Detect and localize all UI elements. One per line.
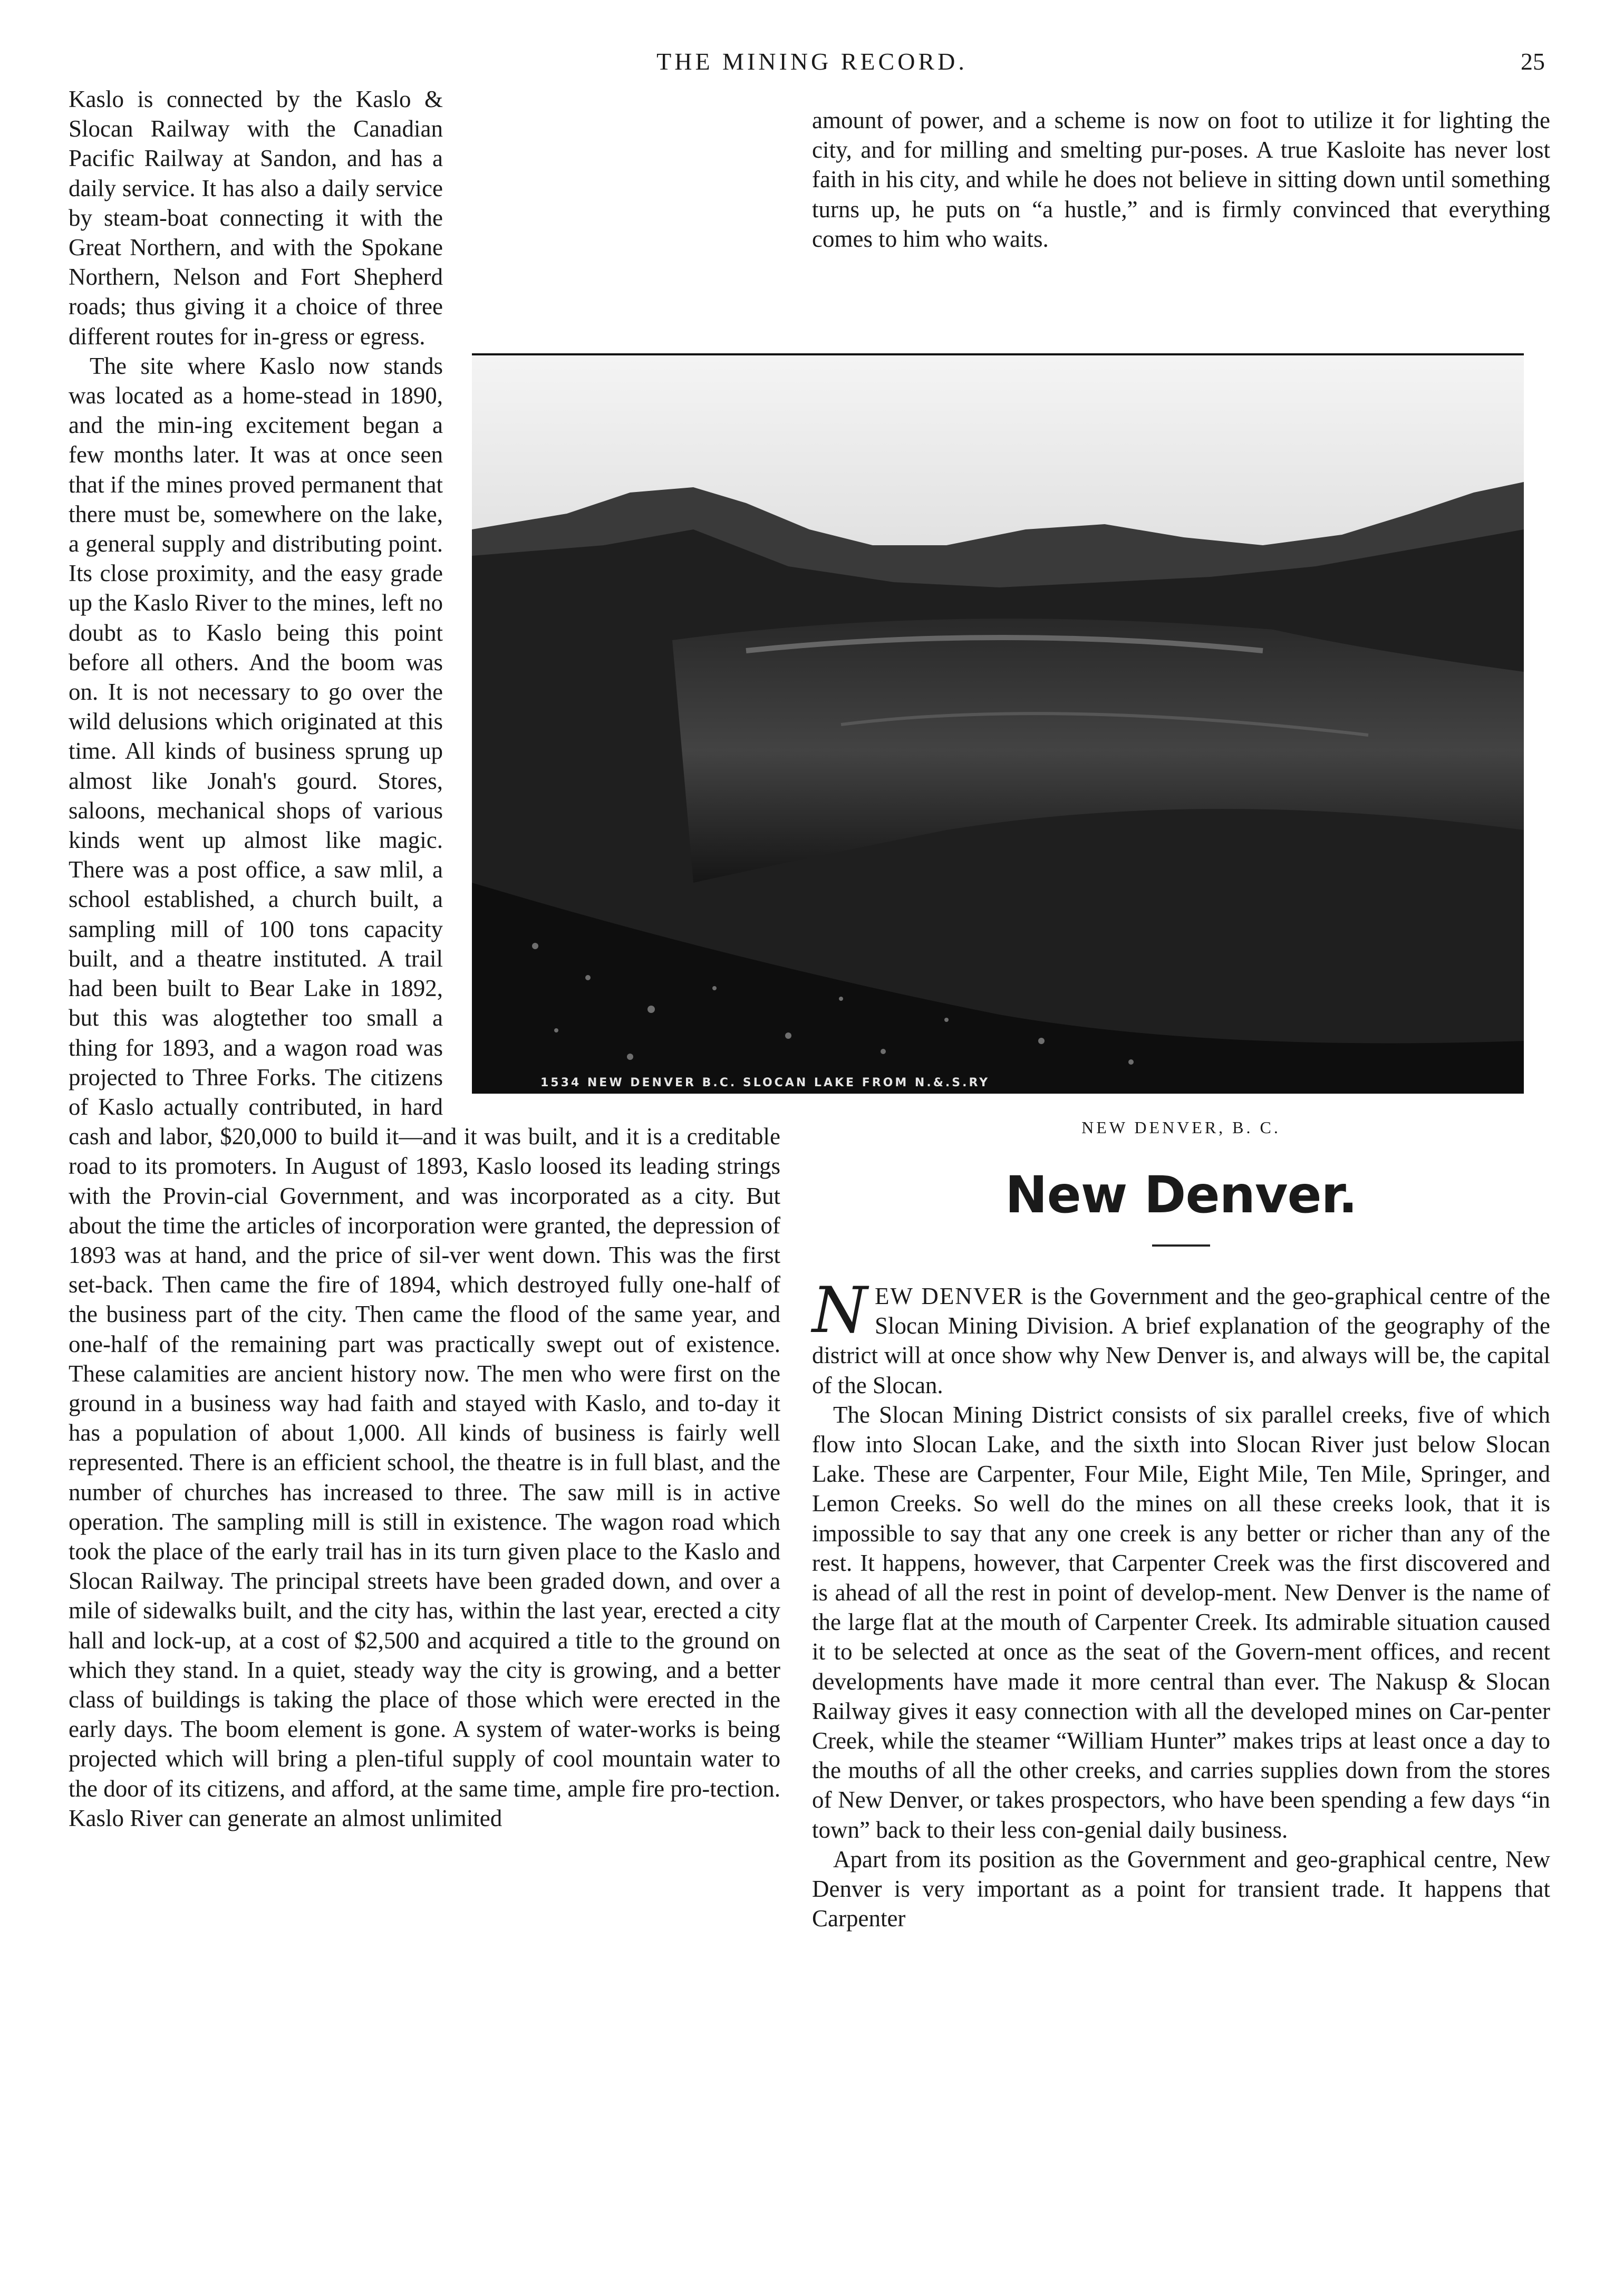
new-denver-article: [812, 1274, 1550, 1933]
photo-plate-label: 1534 NEW DENVER B.C. SLOCAN LAKE FROM N.&.S.RY: [540, 1076, 990, 1089]
lead-text: is the Government and the geo-graphical centre of the Slocan Mining Division. A brief explanation of the geography of the district will at once show why New Denver is, and always will be, the capital of the Slocan.: [812, 1283, 1550, 1398]
running-title: THE MINING RECORD.: [656, 48, 968, 75]
right-column-top: [812, 105, 1550, 254]
paragraph-kaslo-continued: amount of power, and a scheme is now on foot to utilize it for lighting the city, and for milling and smelting pur-poses. A true Kasloite has never lost faith in his city, and while he does not believe in sitting down until something turns up, he puts on “a hustle,” and is firmly convinced that everything comes to him who waits.: [812, 107, 1550, 252]
title-rule: [1152, 1244, 1210, 1247]
new-denver-photo: [472, 353, 1524, 1094]
section-title: New Denver.: [1005, 1165, 1357, 1224]
paragraph-kaslo-connections: Kaslo is connected by the Kaslo & Slocan Railway with the Canadian Pacific Railway at Sandon, and has a daily service. It has also a daily service by steam-boat connecting it with the Great Northern, and with the Spokane Northern, Nelson and Fort Shepherd roads; thus giving it a choice of three different routes for in-gress or egress.: [69, 86, 443, 350]
lake-landscape-image: [472, 355, 1524, 1094]
dropcap-letter: N: [812, 1274, 867, 1347]
article-lead-paragraph: [812, 1274, 1550, 1400]
page-header: [0, 47, 1624, 84]
photo-caption: NEW DENVER, B. C.: [1081, 1118, 1281, 1137]
page-number: 25: [1521, 48, 1545, 75]
paragraph-kaslo-history: The site where Kaslo now stands was located as a home-stead in 1890, and the min-ing excitement began a few months later. It was at once seen that if the mines proved permanent that there must be, somewhere on the lake, a general supply and distributing point. Its close proximity, and the easy grade up the Kaslo River to the mines, left no doubt as to Kaslo being this point before all others. And the boom was on. It is not necessary to go over the wild delusions which originated at this time. All kinds of business sprung up almost like Jonah's gourd. Stores, saloons, mechanical shops of various kinds went up almost like magic. There was a post office, a saw mlil, a school established, a church built, a sampling mill of 100 tons capacity built, and a theatre instituted. A trail had been built to Bear Lake in 1892, but this was alogtether too small a thing for 1893, and a wagon road was projected to Three Forks. The citizens of Kaslo actually contributed, in hard cash and labor, $20,000 to build it—and it was built, and it is a creditable road to its promoters. In August of 1893, Kaslo loosed its leading strings with the Provin-cial Government, and was incorporated as a city. But about the time the articles of incorporation were granted, the depression of 1893 was at hand, and the price of sil-ver went down. This was the first set-back. Then came the fire of 1894, which destroyed fully one-half of the business part of the city. Then came the flood of the same year, and one-half of the remaining part was practically swept out of existence. These calamities are ancient history now. The men who were first on the ground in a business way had faith and stayed with Kaslo, and to-day it has a population of about 1,000. All kinds of business is fairly well represented. There is an efficient school, the theatre is in full blast, and the number of churches has increased to three. The saw mill is in active operation. The sampling mill is still in existence. The wagon road which took the place of the early trail has in its turn given place to the Kaslo and Slocan Railway. The principal streets have been graded down, and over a mile of sidewalks built, and the city has, within the last year, erected a city hall and lock-up, at a cost of $2,500 and acquired a title to the ground on which they stand. In a quiet, steady way the city is growing, and a better class of buildings is taking the place of those which were erected in the early days. The boom element is gone. A system of water-works is being projected which will bring a plen-tiful supply of cool mountain water to the door of its citizens, and afford, at the same time, ample fire pro-tection. Kaslo River can generate an almost unlimited: [69, 352, 780, 1831]
paragraph-slocan-district: The Slocan Mining District consists of six parallel creeks, five of which flow into Slocan Lake, and the sixth into Slocan River just below Slocan Lake. These are Carpenter, Four Mile, Eight Mile, Ten Mile, Springer, and Lemon Creeks. So well do the mines on all these creeks look, that it is impossible to say that any one creek is any better or richer than any of the rest. It happens, however, that Carpenter Creek was the first discovered and is ahead of all the rest in point of develop-ment. New Denver is the name of the large flat at the mouth of Carpenter Creek. Its admirable situation caused it to be selected at once as the seat of the Govern-ment offices, and recent developments have made it more central than ever. The Nakusp & Slocan Railway gives it easy connection with all the developed mines on Car-penter Creek, while the steamer “William Hunter” makes trips at least once a day to the mouths of all the other creeks, and carries supplies down from the stores of New Denver, or takes prospectors, who have been spending a few days “in town” back to their less con-genial daily business.: [812, 1401, 1550, 1843]
paragraph-transient-trade: Apart from its position as the Government and geo-graphical centre, New Denver is very important as a point for transient trade. It happens that Carpenter: [812, 1846, 1550, 1932]
lead-smallcaps: EW DENVER: [875, 1283, 1024, 1309]
